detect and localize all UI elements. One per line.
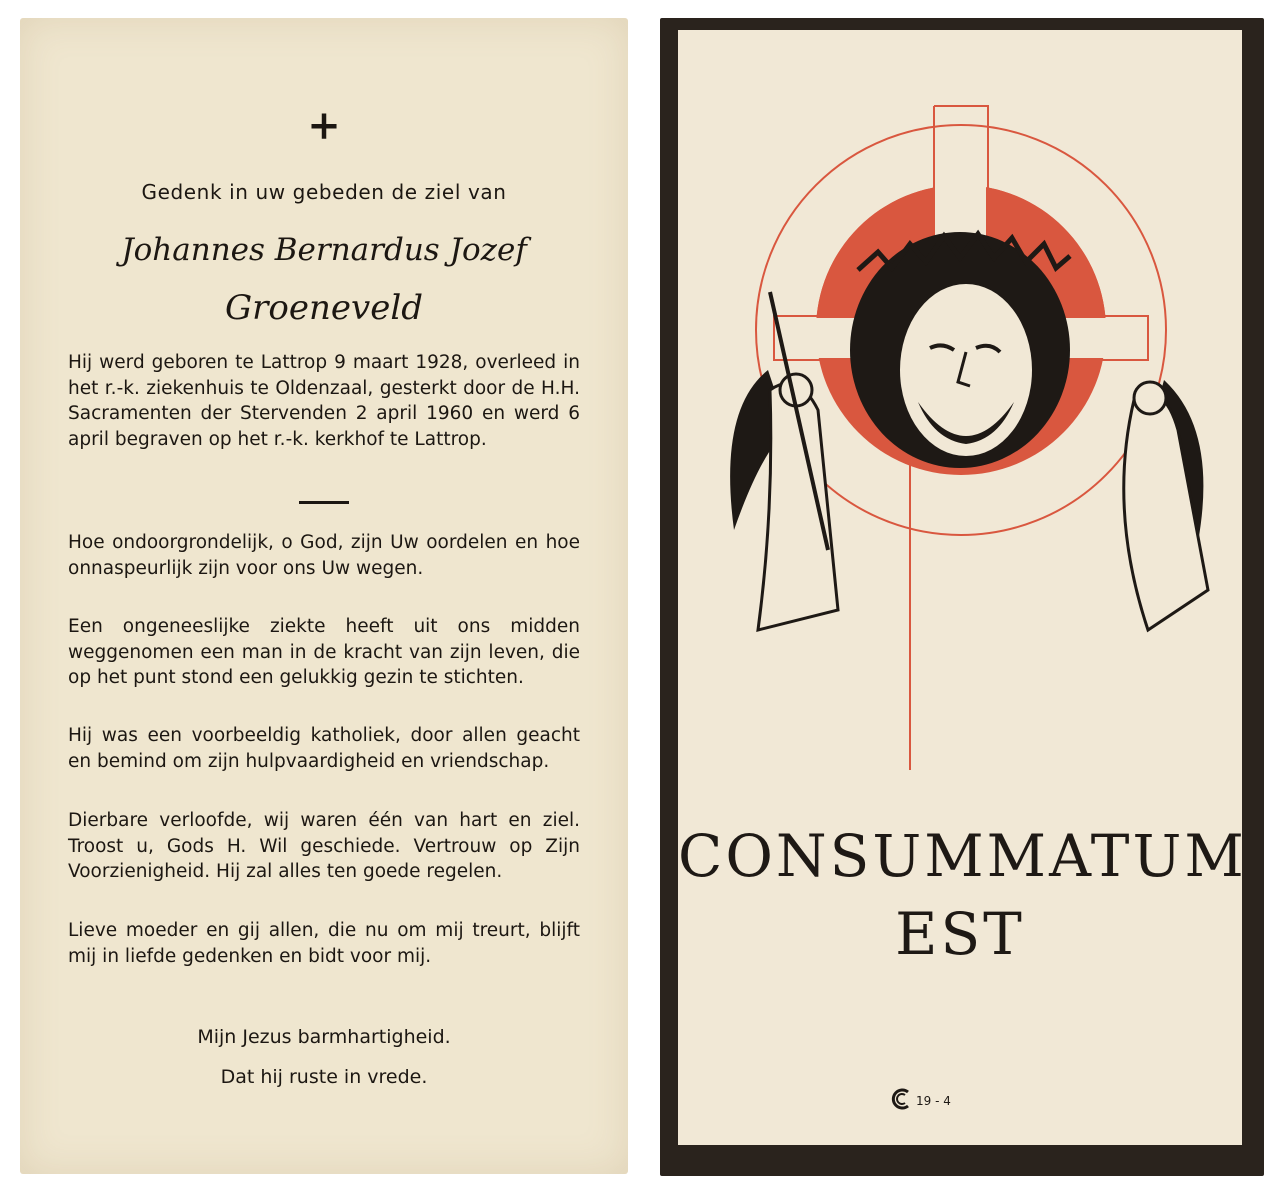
cross-symbol: + — [307, 102, 341, 149]
christ-face — [900, 284, 1032, 456]
deceased-given-names: Johannes Bernardus Jozef — [121, 232, 527, 268]
prayer-paragraph: Een ongeneeslijke ziekte heeft uit ons midden weggenomen een man in de kracht van zijn leven, die op het punt stond een gelukkig gezin te stichten. — [68, 616, 580, 688]
crucifixion-illustration — [678, 30, 1242, 790]
memorial-card-image-side — [660, 18, 1264, 1176]
print-code-text: 19 - 4 — [916, 1094, 951, 1108]
card-inner-panel — [678, 30, 1247, 1145]
closing-invocation: Mijn Jezus barmhartigheid. — [197, 1026, 451, 1048]
prayer-paragraph: Hoe ondoorgrondelijk, o God, zijn Uw oordelen en hoe onnaspeurlijk zijn voor ons Uw wegen. — [68, 532, 580, 579]
memorial-card-text-side — [20, 18, 628, 1174]
biography-paragraph: Hij werd geboren te Lattrop 9 maart 1928, overleed in het r.-k. ziekenhuis te Oldenzaal, gesterkt door de H.H. Sacramenten der Stervenden 2 april 1960 en werd 6 april begraven op het r.-k. kerkhof te Lattrop. — [68, 352, 580, 450]
closing-blessing: Dat hij ruste in vrede. — [220, 1066, 428, 1088]
divider — [299, 501, 349, 504]
title-consummatum: CONSUMMATUM — [678, 822, 1247, 890]
prayer-paragraph: Dierbare verloofde, wij waren één van hart en ziel. Troost u, Gods H. Wil geschiede. Vertrouw op Zijn Voorzienigheid. Hij zal alles ten goede regelen. — [68, 810, 580, 882]
right-angel-head — [1134, 382, 1166, 414]
prayer-paragraph: Hij was een voorbeeldig katholiek, door allen geacht en bemind om zijn hulpvaardigheid en vriendschap. — [68, 725, 580, 772]
publisher-c-logo-icon — [890, 1087, 914, 1111]
title-est: EST — [895, 900, 1025, 968]
deceased-surname: Groeneveld — [225, 288, 423, 328]
prayer-paragraph: Lieve moeder en gij allen, die nu om mij treurt, blijft mij in liefde gedenken en bidt voor mij. — [68, 920, 580, 967]
print-code — [916, 1094, 951, 1108]
intro-text: Gedenk in uw gebeden de ziel van — [141, 180, 507, 204]
